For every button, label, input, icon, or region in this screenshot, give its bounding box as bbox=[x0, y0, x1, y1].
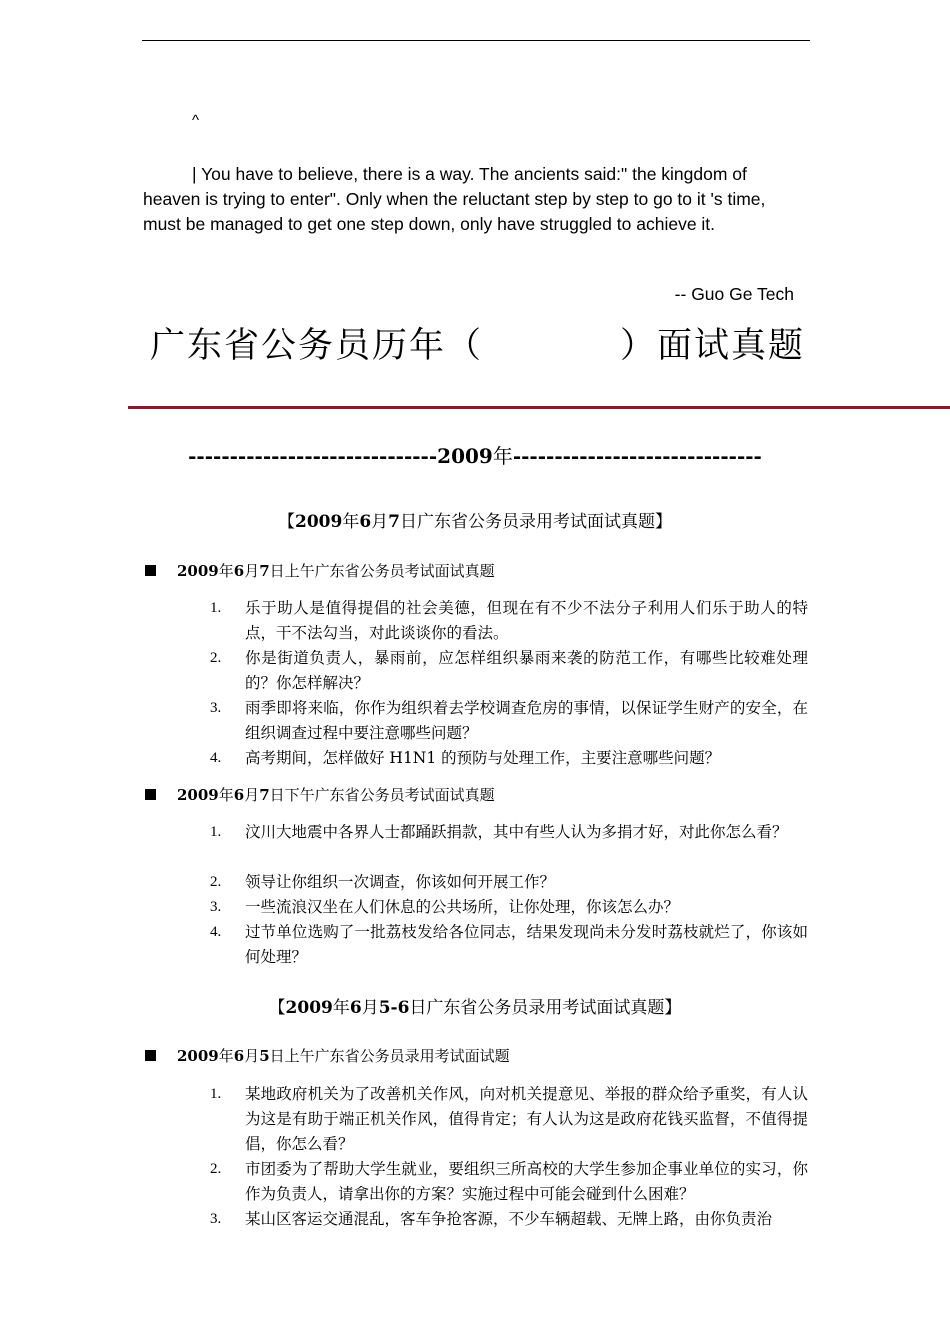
item-number: 3. bbox=[210, 899, 222, 915]
year-divider-dashes-left: ------------------------------ bbox=[188, 444, 438, 468]
section-title-part: 6 bbox=[349, 998, 362, 1018]
item-number: 3. bbox=[210, 700, 222, 716]
square-bullet-icon bbox=[145, 565, 156, 576]
item-number: 1. bbox=[210, 824, 222, 840]
question-item: 一些流浪汉坐在人们休息的公共场所，让你处理，你该怎么办？ bbox=[245, 898, 680, 916]
item-number: 2. bbox=[210, 1161, 222, 1177]
group-heading-part: 月 bbox=[244, 786, 260, 804]
question-item: 市团委为了帮助大学生就业，要组织三所高校的大学生参加企事业单位的实习，你作为负责人，请拿出你的方案？实施过程中可能会碰到什么困难？ bbox=[245, 1160, 808, 1203]
group-heading-part: 年 bbox=[218, 562, 234, 580]
group-heading-part: 2009 bbox=[177, 786, 219, 804]
question-item: 某山区客运交通混乱，客车争抢客源，不少车辆超载、无牌上路，由你负责治 bbox=[245, 1210, 773, 1228]
top-rule bbox=[142, 40, 810, 41]
section-title-part: 日广东省公务员录用考试面试真题】 bbox=[409, 998, 682, 1018]
group-heading bbox=[177, 1045, 510, 1066]
caret-mark: ^ bbox=[192, 112, 200, 129]
page-title-left: 广东省公务员历年（ bbox=[150, 326, 484, 366]
section-title-part: 2009 bbox=[285, 998, 333, 1018]
section-title-part: 日广东省公务员录用考试面试真题】 bbox=[400, 512, 672, 532]
question-item: 汶川大地震中各界人士都踊跃捐款，其中有些人认为多捐才好，对此你怎么看？ bbox=[245, 823, 788, 841]
section-title-part: 年 bbox=[342, 512, 360, 532]
question-item: 你是街道负责人，暴雨前，应怎样组织暴雨来袭的防范工作，有哪些比较难处理的？你怎样解决？ bbox=[245, 649, 808, 692]
section-title-part: 【 bbox=[268, 998, 286, 1018]
group-heading-part: 年 bbox=[218, 786, 234, 804]
group-heading bbox=[177, 784, 495, 805]
item-number: 2. bbox=[210, 874, 222, 890]
section-title-part: 月 bbox=[371, 512, 389, 532]
item-number: 1. bbox=[210, 1086, 222, 1102]
question-item: 过节单位选购了一批荔枝发给各位同志，结果发现尚未分发时荔枝就烂了，你该如何处理？ bbox=[245, 923, 808, 966]
group-heading-part: 5 bbox=[259, 1047, 270, 1065]
section-title bbox=[142, 507, 808, 532]
group-heading-part: 月 bbox=[244, 1047, 260, 1065]
item-number: 4. bbox=[210, 750, 222, 766]
group-heading-part: 2009 bbox=[177, 1047, 219, 1065]
item-number: 2. bbox=[210, 650, 222, 666]
question-item: 领导让你组织一次调查，你该如何开展工作？ bbox=[245, 873, 556, 891]
group-heading-part: 年 bbox=[218, 1047, 234, 1065]
section-title-part: 6 bbox=[359, 512, 372, 532]
group-heading-part: 日下午广东省公务员考试面试真题 bbox=[269, 786, 495, 804]
section-title-part: 年 bbox=[332, 998, 350, 1018]
quote-text: | You have to believe, there is a way. The ancients said:" the kingdom of heaven is trying to enter". Only when the reluctant step by step to go to it 's time, must be managed to get one step down, only have struggled to achieve it. bbox=[143, 164, 766, 234]
section-title-part: 月 bbox=[361, 998, 379, 1018]
section-title bbox=[142, 993, 808, 1018]
group-heading-part: 6 bbox=[233, 1047, 245, 1065]
group-heading-part: 日上午广东省公务员录用考试面试题 bbox=[269, 1047, 510, 1065]
section-title-part: 2009 bbox=[294, 512, 343, 532]
title-underline-rule bbox=[128, 406, 950, 409]
group-heading-part: 日上午广东省公务员考试面试真题 bbox=[269, 562, 495, 580]
page-title-right: ）面试真题 bbox=[619, 326, 805, 366]
year-divider-year: 2009 bbox=[437, 444, 493, 468]
item-number: 3. bbox=[210, 1211, 222, 1227]
group-heading-part: 7 bbox=[259, 786, 270, 804]
group-heading-part: 月 bbox=[244, 562, 260, 580]
section-title-part: 7 bbox=[388, 512, 400, 532]
page-title bbox=[150, 318, 805, 374]
year-divider-suffix: 年 bbox=[492, 444, 513, 468]
quote-author: -- Guo Ge Tech bbox=[674, 284, 794, 304]
square-bullet-icon bbox=[145, 789, 156, 800]
question-item: 雨季即将来临，你作为组织着去学校调查危房的事情，以保证学生财产的安全，在组织调查过程中要注意哪些问题？ bbox=[245, 699, 808, 742]
group-heading-part: 6 bbox=[233, 786, 245, 804]
item-number: 1. bbox=[210, 600, 222, 616]
section-title-part: 5-6 bbox=[378, 998, 410, 1018]
square-bullet-icon bbox=[145, 1050, 156, 1061]
group-heading-part: 2009 bbox=[177, 562, 219, 580]
year-divider bbox=[142, 440, 808, 469]
question-item: 某地政府机关为了改善机关作风，向对机关提意见、举报的群众给予重奖，有人认为这是有助于端正机关作风，值得肯定；有人认为这是政府花钱买监督，不值得提倡，你怎么看？ bbox=[245, 1085, 808, 1153]
section-title-part: 【 bbox=[277, 512, 295, 532]
question-item: 高考期间，怎样做好 H1N1 的预防与处理工作，主要注意哪些问题？ bbox=[245, 749, 721, 767]
group-heading-part: 6 bbox=[233, 562, 245, 580]
group-heading-part: 7 bbox=[259, 562, 270, 580]
year-divider-dashes-right: ------------------------------ bbox=[512, 444, 762, 468]
group-heading bbox=[177, 560, 495, 581]
question-item: 乐于助人是值得提倡的社会美德，但现在有不少不法分子利用人们乐于助人的特点，干不法勾当，对此谈谈你的看法。 bbox=[245, 599, 808, 642]
item-number: 4. bbox=[210, 924, 222, 940]
